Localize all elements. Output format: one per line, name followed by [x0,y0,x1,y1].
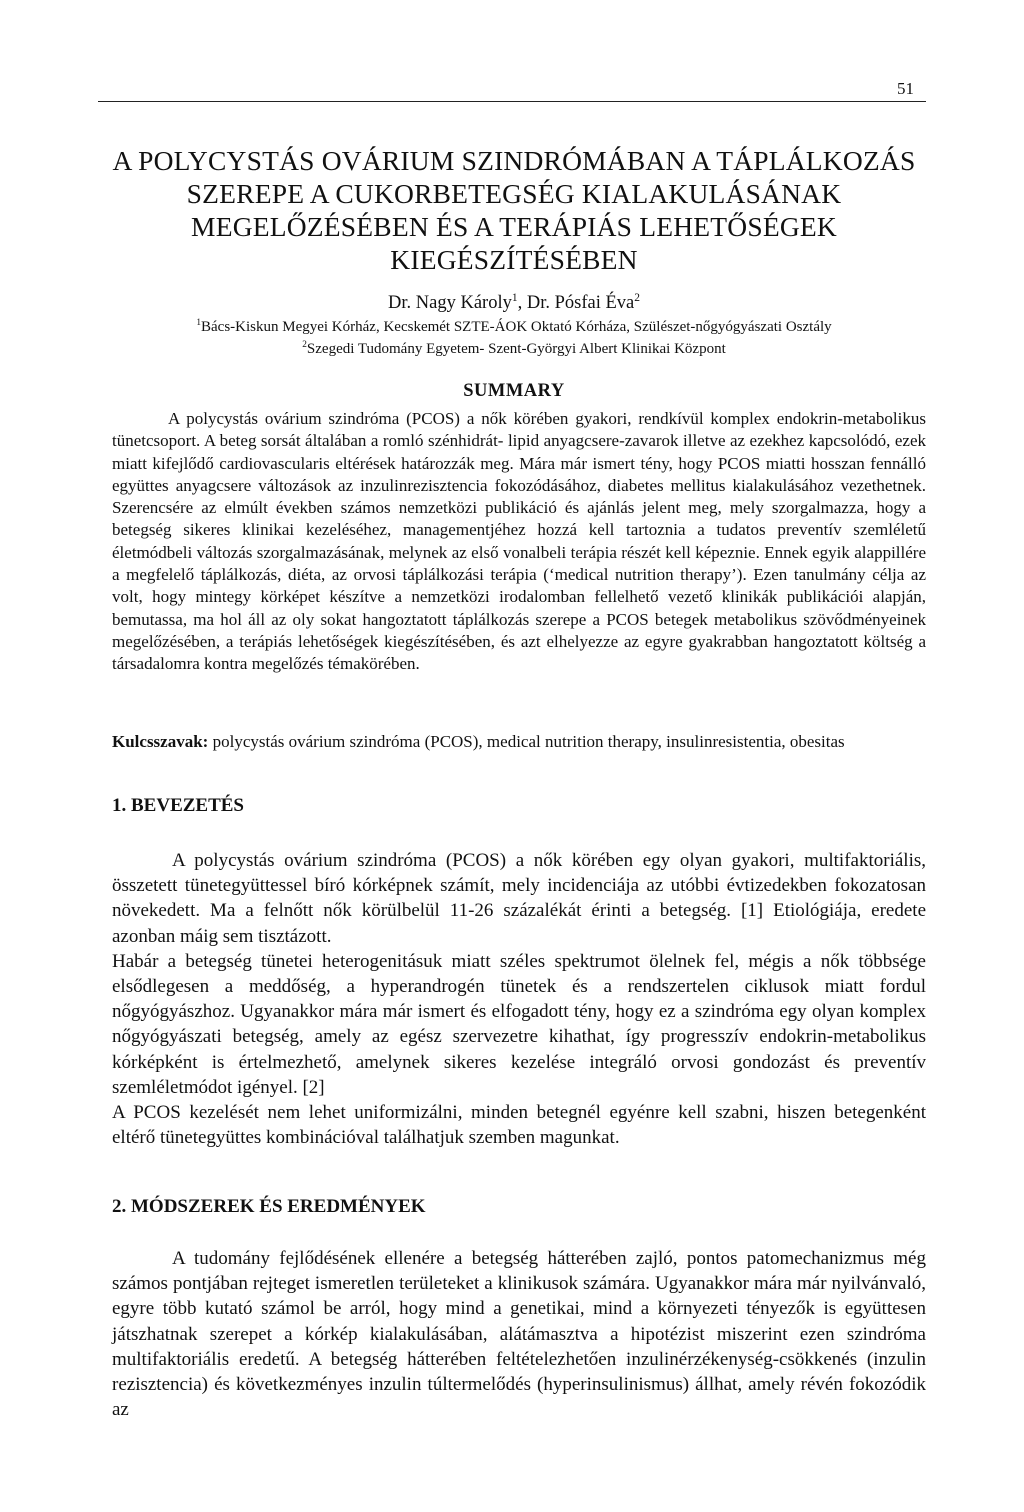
paragraph: Habár a betegség tünetei heterogenitásuk miatt széles spektrumot ölelnek fel, mégis a nők többsége elsődlegesen a meddőség, a hyperandrogén tünetek és a rendszertelen ciklusok miatt fordul nőgyógyászhoz. Ugyanakkor mára már ismert és elfogadott tény, hogy ez a szindróma egy olyan komplex nőgyógyászati betegség, amely az egész szervezetre kihathat, így progresszív endokrin-metabolikus kórképként is értelmezhető, amelynek sikeres kezelése integráló orvosi gondozást és preventív szemléletmódot igényel. [2] [112,950,926,1098]
author-separator: , [517,293,527,313]
section-body-introduction [112,848,926,1150]
title-line: KIEGÉSZÍTÉSÉBEN [390,244,638,275]
paragraph: A polycystás ovárium szindróma (PCOS) a nők körében egy olyan gyakori, multifaktoriális, összetett tünetegyüttessel bíró kórképnek számít, mely incidenciája az utóbbi évtizedekben fokozatosan növekedett. Ma a felnőtt nők körülbelül 11-26 százalékát érinti a betegség. [1] Etiológiája, eredete azonban máig sem tisztázott. [112,850,926,947]
section-heading-methods: 2. MÓDSZEREK ÉS EREDMÉNYEK [112,1196,426,1217]
summary-heading: SUMMARY [463,381,565,401]
paragraph: A tudomány fejlődésének ellenére a betegség hátterében zajló, pontos patomechanizmus még számos pontjában rejteget ismeretlen területeket a klinikusok számára. Ugyanakkor mára már nyilvánvaló, egyre több kutató számol be arról, hogy mind a genetikai, mind a környezeti tényezők is együttesen játszhatnak szerepet a kórkép kialakulásában, alátámasztva a hipotézist miszerint ezen szindróma multifaktoriális eredetű. A betegség hátterében feltételezhetően inzulinérzékenység-csökkenés (inzulin rezisztencia) és következményes inzulin túltermelődés (hyperinsulinismus) állhat, amely révén fokozódik az [112,1248,926,1421]
affiliation-2 [100,340,928,358]
affiliation-1 [100,318,928,336]
paragraph: A PCOS kezelését nem lehet uniformizálni, minden betegnél egyénre kell szabni, hiszen betegenként eltérő tünetegyüttes kombinációval találhatjuk szemben magunkat. [112,1102,926,1149]
keywords-text: polycystás ovárium szindróma (PCOS), medical nutrition therapy, insulinresistentia, obesitas [208,732,845,751]
summary-text: A polycystás ovárium szindróma (PCOS) a nők körében gyakori, rendkívül komplex endokrin-metabolikus tünetcsoport. A beteg sorsát általában a romló szénhidrát- lipid anyagcsere-zavarok illetve az ezekhez kapcsolódó, ezek miatt kifejlődő cardiovascularis eltérések határozzák meg. Mára már ismert tény, hogy PCOS miatti hosszan fennálló együttes anyagcsere változások az inzulinrezisztencia fokozódásához, diabetes mellitus kialakulásához vezethetnek. Szerencsére az elmúlt években számos nemzetközi publikáció és ajánlás jelent meg, mely szorgalmazza, hogy a betegség sikeres klinikai kezeléséhez, managementjéhez hozzá kell tartoznia a tudatos preventív szemléletű életmódbeli változás szorgalmazásának, melynek az első vonalbeli terápia részét kell képeznie. Ennek egyik alappillére a megfelelő táplálkozás, diéta, az orvosi táplálkozási terápia (‘medical nutrition therapy’). Ezen tanulmány célja az volt, hogy mintegy körképet készítve a nemzetközi irodalomban fellelhető vezető klinikák publikációi alapján, bemutassa, ma hol áll az oly sokat hangoztatott táplálkozás szerepe a PCOS betegek metabolikus szövődményeinek megelőzésében, a terápiás lehetőségek kiegészítésében, és azt elhelyezze az egyre gyakrabban hangoztatott költség a társadalomra kontra megelőzés témakörében. [112,409,926,674]
author-list [100,292,928,314]
affiliation-marker: 1 [196,318,201,328]
affiliation-marker: 2 [302,340,307,350]
author-name: Dr. Pósfai Éva [526,293,635,313]
author-affiliation-marker: 2 [634,291,640,304]
header-rule [98,101,926,102]
page-number: 51 [897,79,914,98]
title-line: SZEREPE A CUKORBETEGSÉG KIALAKULÁSÁNAK [186,178,842,209]
keywords-label: Kulcsszavak: [112,732,209,751]
title-line: MEGELŐZÉSÉBEN ÉS A TERÁPIÁS LEHETŐSÉGEK [191,211,837,242]
affiliation-text: Szegedi Tudomány Egyetem- Szent-Györgyi Albert Klinikai Központ [306,341,726,357]
section-body-methods [112,1246,926,1422]
keywords [112,731,926,753]
section-heading-introduction: 1. BEVEZETÉS [112,795,244,816]
author-name: Dr. Nagy Károly [388,293,512,313]
paper-title [100,144,928,276]
author-affiliation-marker: 1 [511,291,518,304]
title-line: A POLYCYSTÁS OVÁRIUM SZINDRÓMÁBAN A TÁPLÁLKOZÁS [112,145,916,176]
affiliation-text: Bács-Kiskun Megyei Kórház, Kecskemét SZTE-ÁOK Oktató Kórháza, Szülészet-nőgyógyászati Osztály [201,319,832,335]
